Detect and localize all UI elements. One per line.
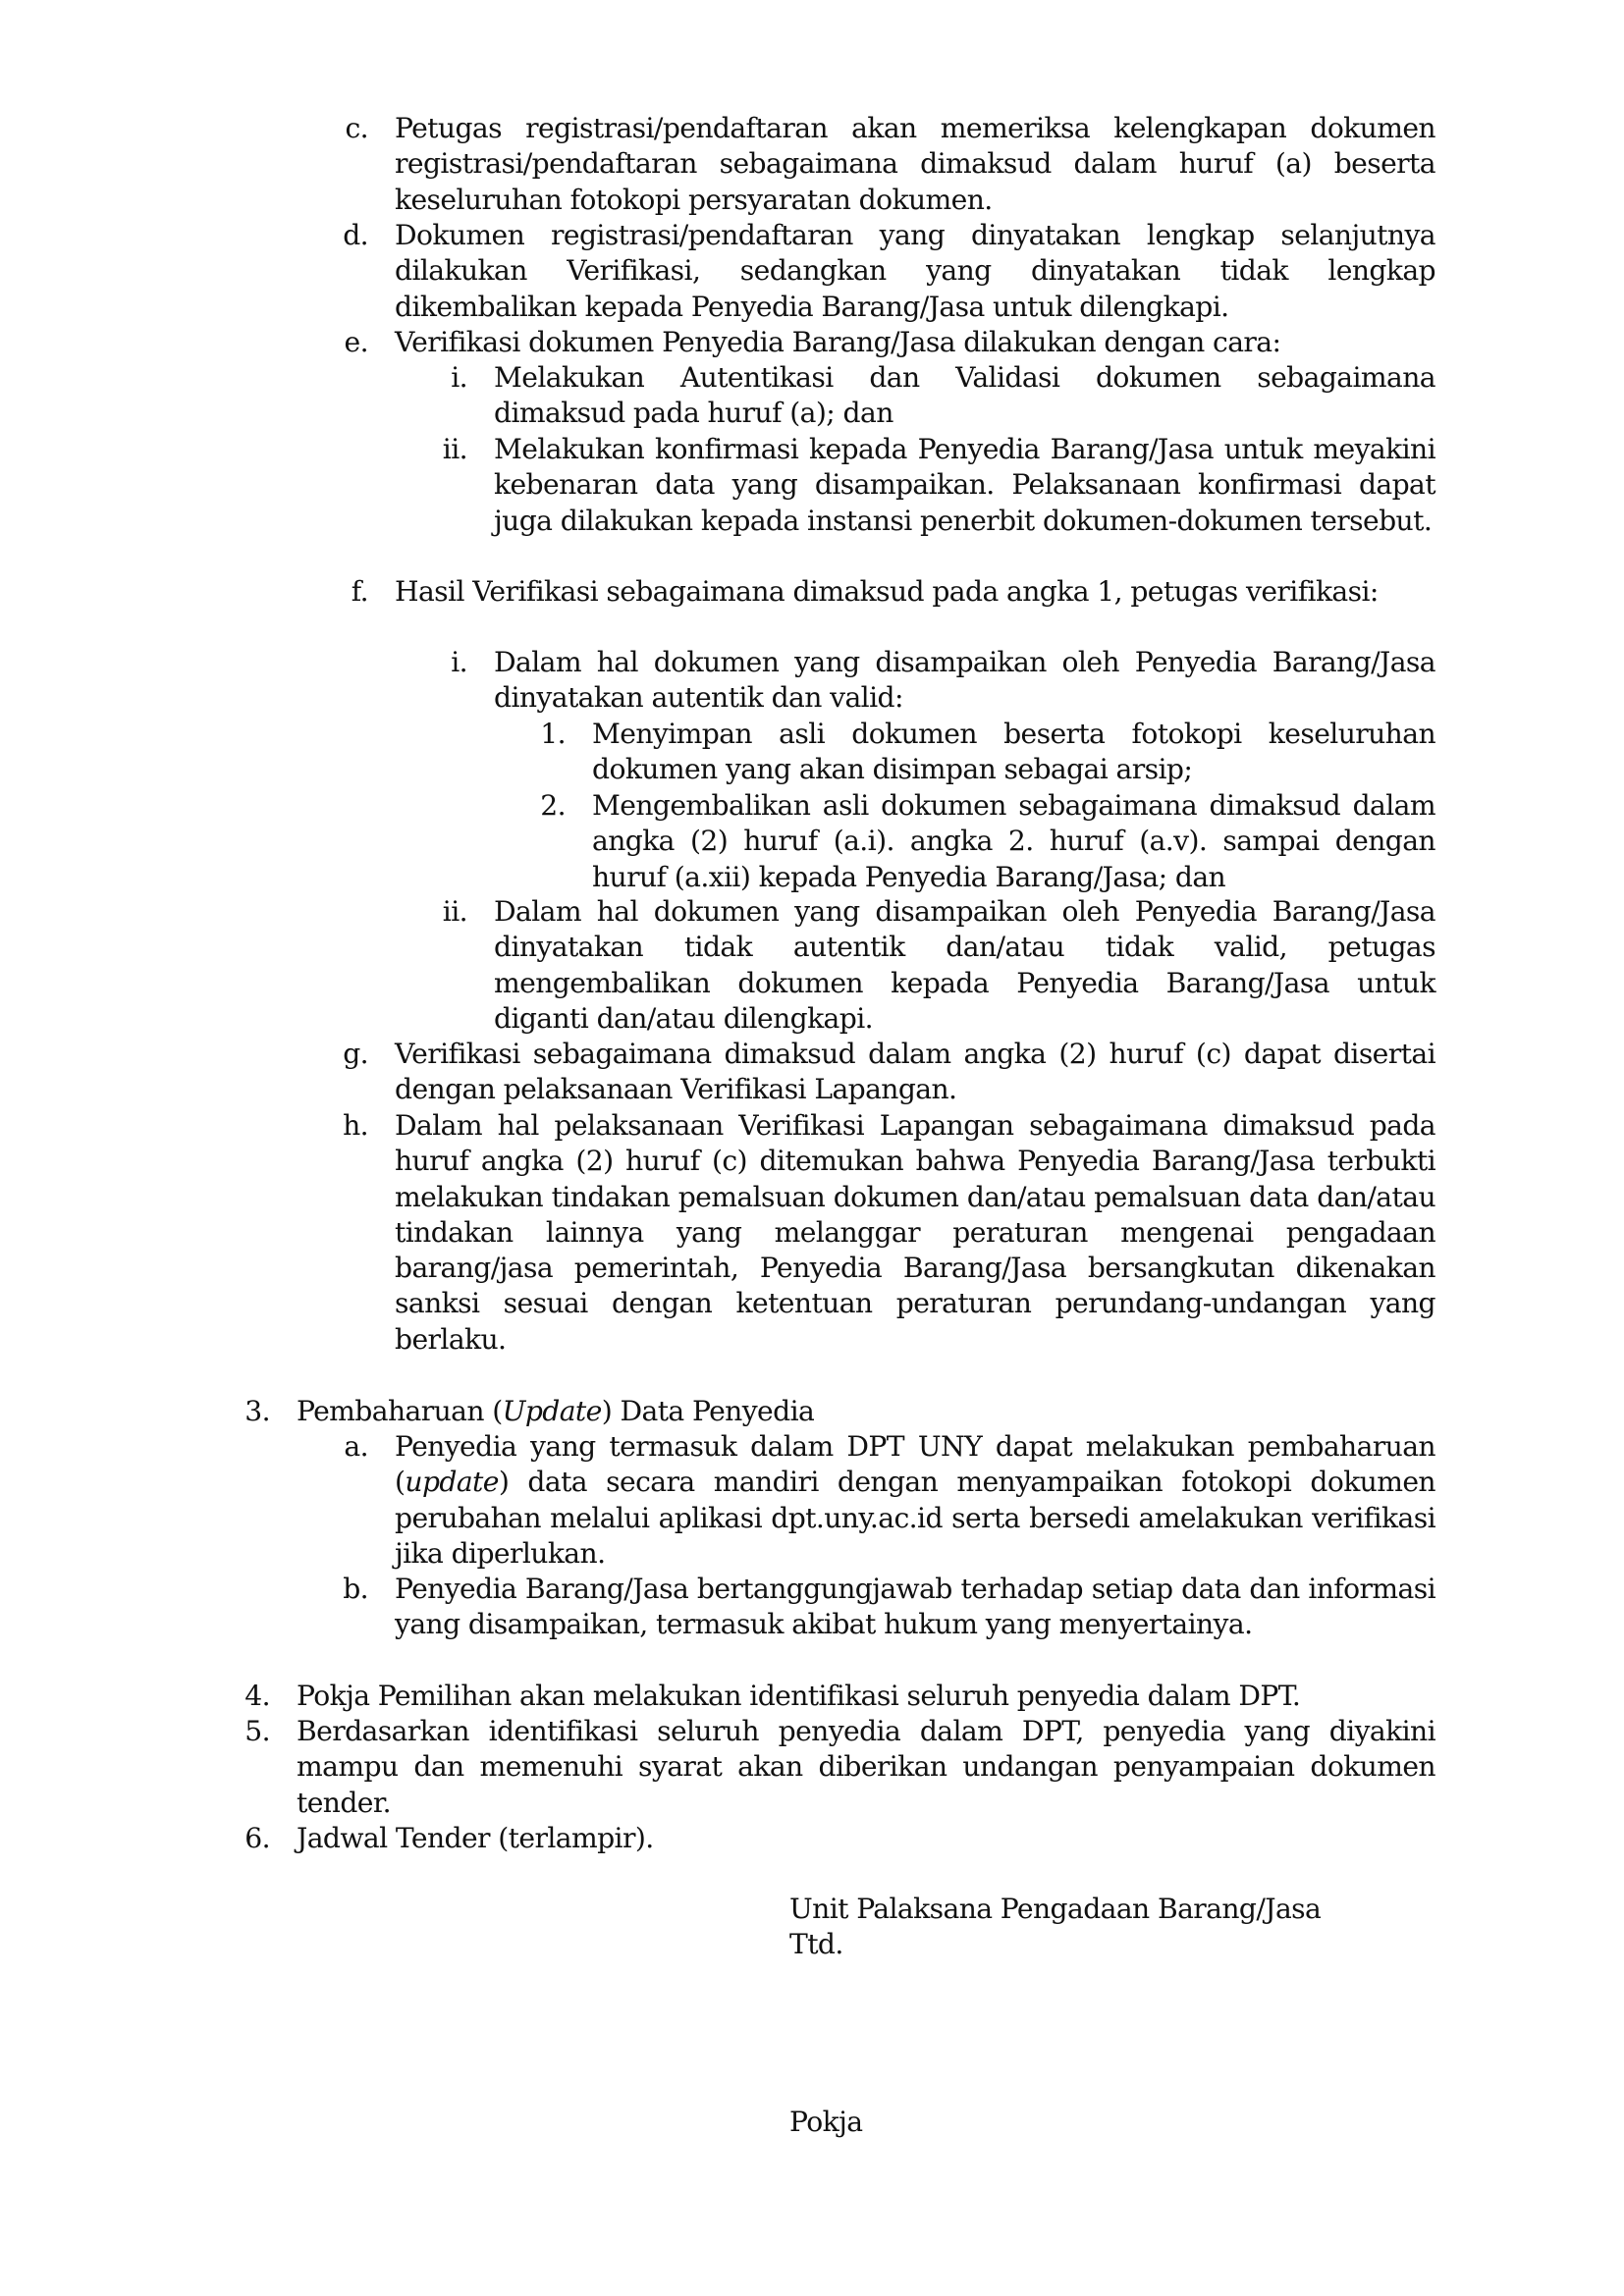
item-label: ii. bbox=[442, 433, 467, 465]
item-label: i. bbox=[451, 646, 467, 678]
section-label: 3. bbox=[244, 1395, 270, 1427]
item-text: Melakukan Autentikasi dan Validasi dokumen sebagaimana dimaksud pada huruf (a); dan bbox=[494, 361, 1435, 430]
item-text: Penyedia yang termasuk dalam DPT UNY dapat melakukan pembaharuan (update) data secara mandiri dengan menyampaikan fotokopi dokumen perubahan melalui aplikasi dpt.uny.ac.id serta bersedi amelakukan verifikasi jika diperlukan. bbox=[395, 1430, 1435, 1570]
item-label: ii. bbox=[442, 895, 467, 928]
item-label: h. bbox=[343, 1109, 368, 1142]
section-label: 4. bbox=[244, 1680, 270, 1712]
item-text: Dokumen registrasi/pendaftaran yang dinyatakan lengkap selanjutnya dilakukan Verifikasi, sedangkan yang dinyatakan tidak lengkap dikembalikan kepada Penyedia Barang/Jasa untuk dilengkapi. bbox=[395, 219, 1435, 323]
signature-ttd: Ttd. bbox=[789, 1928, 843, 1960]
item-text: Penyedia Barang/Jasa bertanggungjawab terhadap setiap data dan informasi yang disampaikan, termasuk akibat hukum yang menyertainya. bbox=[395, 1573, 1435, 1641]
item-text: Hasil Verifikasi sebagaimana dimaksud pada angka 1, petugas verifikasi: bbox=[395, 575, 1379, 608]
signature-unit: Unit Palaksana Pengadaan Barang/Jasa bbox=[789, 1893, 1322, 1925]
section-label: 5. bbox=[244, 1715, 270, 1747]
section-label: 6. bbox=[244, 1822, 270, 1854]
item-label: f. bbox=[351, 575, 368, 608]
section-heading: Pembaharuan (Update) Data Penyedia bbox=[297, 1395, 815, 1427]
section-text: Pokja Pemilihan akan melakukan identifikasi seluruh penyedia dalam DPT. bbox=[297, 1680, 1301, 1712]
item-label: 2. bbox=[540, 789, 566, 822]
signature-name: Pokja bbox=[789, 2106, 863, 2138]
item-text: Petugas registrasi/pendaftaran akan memeriksa kelengkapan dokumen registrasi/pendaftaran sebagaimana dimaksud dalam huruf (a) beserta keseluruhan fotokopi persyaratan dokumen. bbox=[395, 112, 1435, 216]
item-text: Verifikasi sebagaimana dimaksud dalam angka (2) huruf (c) dapat disertai dengan pelaksanaan Verifikasi Lapangan. bbox=[395, 1038, 1435, 1106]
item-text: Dalam hal dokumen yang disampaikan oleh Penyedia Barang/Jasa dinyatakan tidak autentik dan/atau tidak valid, petugas mengembalikan dokumen kepada Penyedia Barang/Jasa untuk diganti dan/atau dilengkapi. bbox=[494, 895, 1435, 1035]
item-text: Dalam hal dokumen yang disampaikan oleh Penyedia Barang/Jasa dinyatakan autentik dan valid: bbox=[494, 646, 1435, 715]
section-text: Jadwal Tender (terlampir). bbox=[297, 1822, 654, 1854]
item-label: c. bbox=[345, 112, 368, 144]
item-text: Menyimpan asli dokumen beserta fotokopi keseluruhan dokumen yang akan disimpan sebagai arsip; bbox=[592, 718, 1435, 786]
item-text: Melakukan konfirmasi kepada Penyedia Barang/Jasa untuk meyakini kebenaran data yang disampaikan. Pelaksanaan konfirmasi dapat juga dilakukan kepada instansi penerbit dokumen-dokumen tersebut. bbox=[494, 433, 1435, 537]
item-label: d. bbox=[343, 219, 368, 251]
item-label: e. bbox=[344, 326, 368, 358]
item-text: Mengembalikan asli dokumen sebagaimana dimaksud dalam angka (2) huruf (a.i). angka 2. huruf (a.v). sampai dengan huruf (a.xii) kepada Penyedia Barang/Jasa; dan bbox=[592, 789, 1435, 893]
item-label: i. bbox=[451, 361, 467, 394]
item-label: b. bbox=[343, 1573, 368, 1605]
item-label: 1. bbox=[540, 718, 566, 750]
item-label: g. bbox=[343, 1038, 368, 1070]
item-text: Verifikasi dokumen Penyedia Barang/Jasa dilakukan dengan cara: bbox=[395, 326, 1281, 358]
item-label: a. bbox=[344, 1430, 368, 1463]
section-text: Berdasarkan identifikasi seluruh penyedia dalam DPT, penyedia yang diyakini mampu dan memenuhi syarat akan diberikan undangan penyampaian dokumen tender. bbox=[297, 1715, 1435, 1819]
item-text: Dalam hal pelaksanaan Verifikasi Lapangan sebagaimana dimaksud pada huruf angka (2) huruf (c) ditemukan bahwa Penyedia Barang/Jasa terbukti melakukan tindakan pemalsuan dokumen dan/atau pemalsuan data dan/atau tindakan lainnya yang melanggar peraturan mengenai pengadaan barang/jasa pemerintah, Penyedia Barang/Jasa bersangkutan dikenakan sanksi sesuai dengan ketentuan peraturan perundang-undangan yang berlaku. bbox=[395, 1109, 1435, 1356]
